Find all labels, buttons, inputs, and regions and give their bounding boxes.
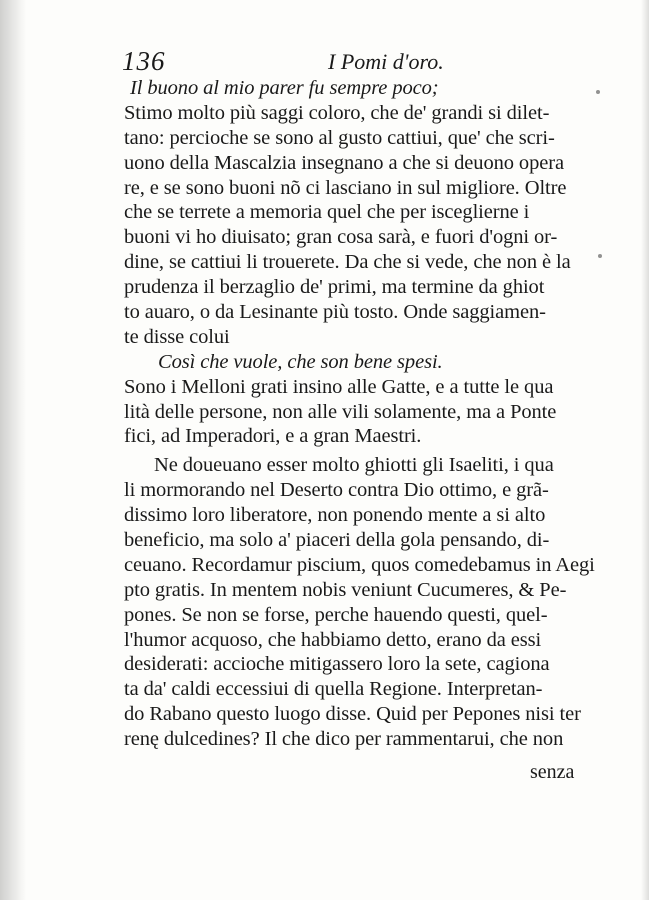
ink-speck xyxy=(598,254,602,258)
text-line: uono della Mascalzia insegnano a che si deuono opera xyxy=(124,151,564,174)
text-line: ceuano. Recordamur piscium, quos comedebamus in Aegi xyxy=(124,553,595,576)
text-line: pto gratis. In mentem nobis veniunt Cucumeres, & Pe- xyxy=(124,578,567,601)
text-line: l'humor acquoso, che habbiamo detto, erano da essi xyxy=(124,628,542,651)
text-line: dine, se cattiui li trouerete. Da che si vede, che non è la xyxy=(124,251,571,274)
text-line: Stimo molto più saggi coloro, che de' grandi si dilet- xyxy=(124,101,550,124)
running-head: I Pomi d'oro. xyxy=(328,49,444,74)
catchword: senza xyxy=(530,761,575,783)
text-line: te disse colui xyxy=(124,325,230,348)
text-line: ta da' caldi eccessiui di quella Regione. Interpretan- xyxy=(124,678,543,701)
text-line: li mormorando nel Deserto contra Dio ottimo, e grã- xyxy=(124,479,549,502)
text-line: buoni vi ho diuisato; gran cosa sarà, e fuori d'ogni or- xyxy=(124,226,558,249)
text-line: che se terrete a memoria quel che per isceglierne i xyxy=(124,201,530,224)
page-header xyxy=(122,46,582,74)
ink-speck xyxy=(596,90,600,94)
text-line: re, e se sono buoni nõ ci lasciano in sul migliore. Oltre xyxy=(124,176,567,199)
text-line: Il buono al mio parer fu sempre poco; xyxy=(130,77,439,99)
text-line: dissimo loro liberatore, non ponendo mente a si alto xyxy=(124,504,546,527)
text-line: desiderati: accioche mitigassero loro la sete, cagiona xyxy=(124,653,550,676)
page-number: 136 xyxy=(122,46,166,76)
text-line: Ne doueuano esser molto ghiotti gli Isaeliti, i qua xyxy=(154,454,554,477)
text-line: do Rabano questo luogo disse. Quid per Pepones nisi ter xyxy=(124,703,581,726)
body-text xyxy=(124,76,602,752)
text-line: to auaro, o da Lesinante più tosto. Onde saggiamen- xyxy=(124,301,546,324)
text-line: prudenza il berzaglio de' primi, ma termine da ghiot xyxy=(124,276,545,299)
text-line: Sono i Melloni grati insino alle Gatte, e a tutte le qua xyxy=(124,375,554,398)
text-line: beneficio, ma solo a' piaceri della gola pensando, di- xyxy=(124,529,550,552)
text-line: tano: percioche se sono al gusto cattiui, que' che scri- xyxy=(124,126,555,149)
text-line: fici, ad Imperadori, e a gran Maestri. xyxy=(124,425,422,448)
text-line: lità delle persone, non alle vili solamente, ma a Ponte xyxy=(124,400,557,423)
page-edge-shadow xyxy=(641,0,649,900)
text-line: Così che vuole, che son bene spesi. xyxy=(158,350,443,373)
text-line: renę dulcedines? Il che dico per rammentarui, che non xyxy=(124,728,564,751)
text-line: pones. Se non se forse, perche hauendo questi, quel- xyxy=(124,603,548,626)
binding-shadow xyxy=(0,0,26,900)
